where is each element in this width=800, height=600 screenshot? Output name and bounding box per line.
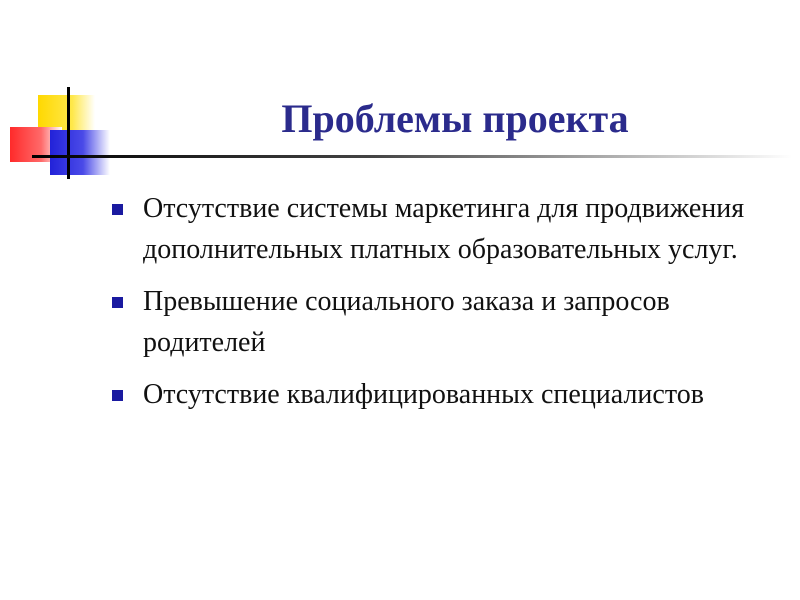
bullet-item	[110, 374, 770, 415]
slide-title: Проблемы проекта	[281, 96, 629, 141]
square-bullet-icon	[112, 297, 123, 308]
square-bullet-icon	[112, 390, 123, 401]
bullet-item	[110, 188, 770, 270]
square-bullet-icon	[112, 204, 123, 215]
bullet-text: Отсутствие квалифицированных специалистов	[143, 379, 704, 410]
bullet-item	[110, 281, 770, 363]
bullet-list	[110, 188, 770, 426]
bullet-text: Превышение социального заказа и запросов родителей	[143, 286, 670, 358]
bullet-text: Отсутствие системы маркетинга для продвижения дополнительных платных образовательных услуг.	[143, 193, 745, 265]
blue-square	[50, 130, 110, 175]
title-divider	[32, 155, 792, 158]
vertical-rule	[67, 87, 70, 179]
